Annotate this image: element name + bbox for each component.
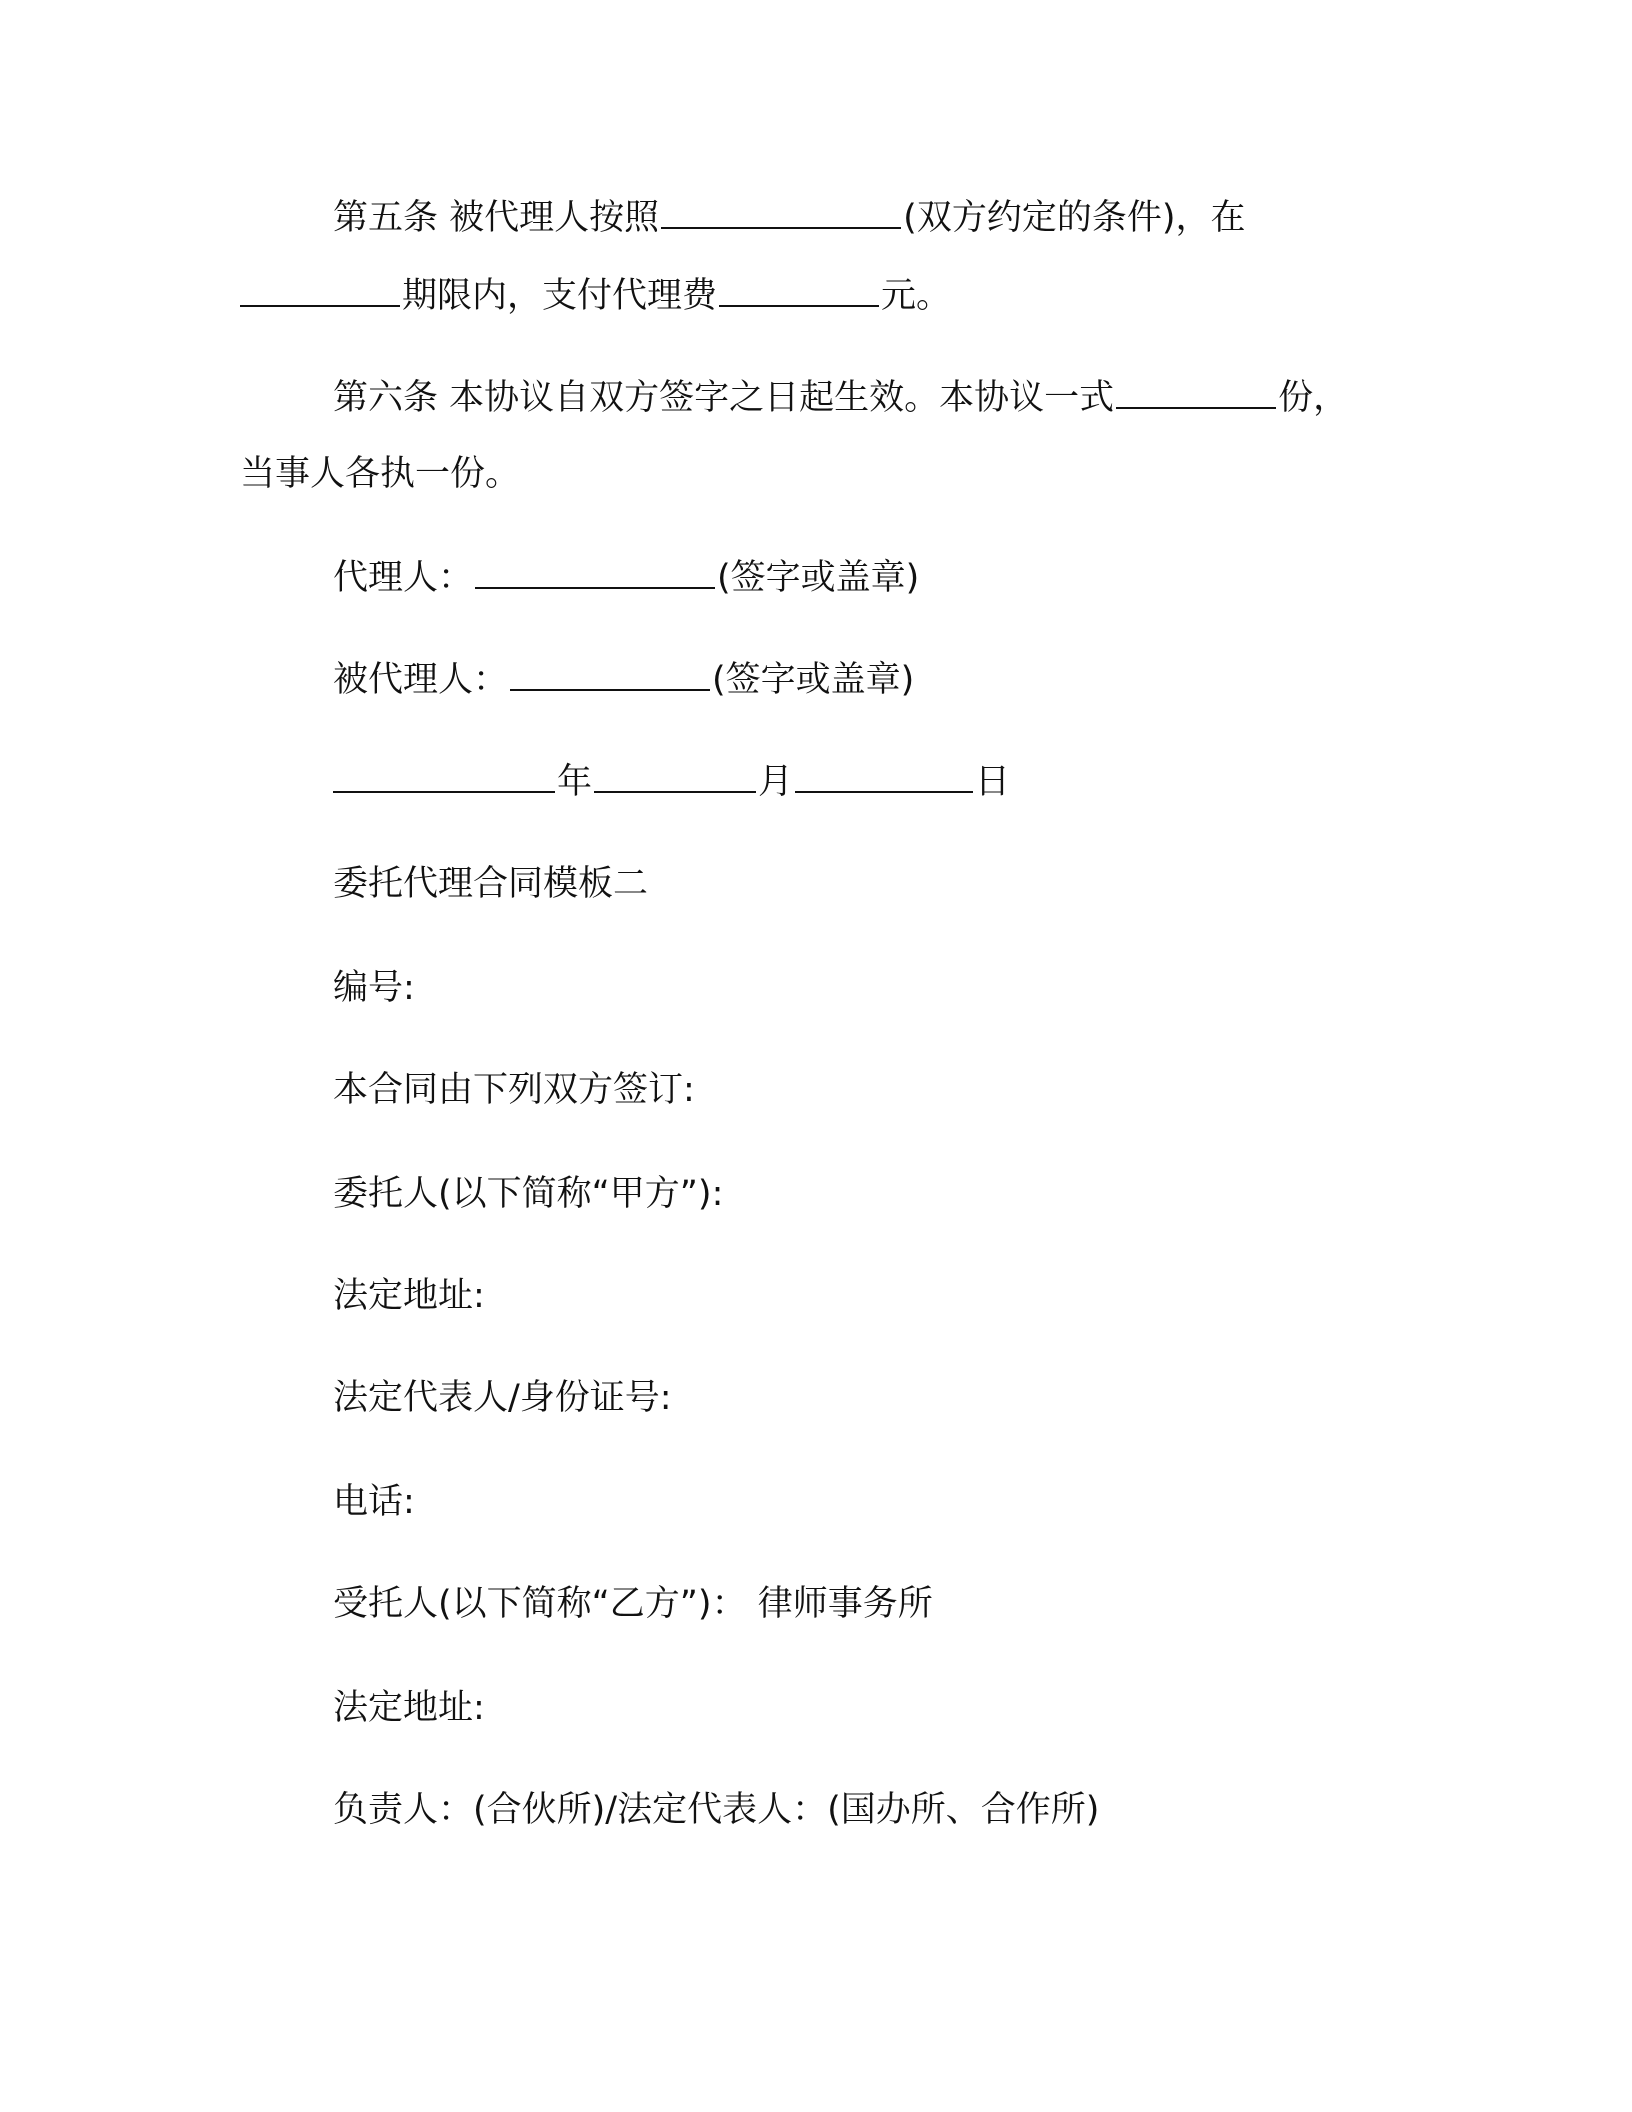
agent-label: 代理人： <box>333 558 474 598</box>
article-5-label: 第五条 <box>333 198 439 238</box>
article-5-text-2: (双方约定的条件)，在 <box>903 198 1246 238</box>
blank-fee[interactable] <box>719 275 879 307</box>
article-5-line-2 <box>240 274 951 318</box>
blank-principal-signature[interactable] <box>510 659 710 691</box>
day-label: 日 <box>975 762 1011 802</box>
article-6-label: 第六条 <box>333 378 439 418</box>
agent-suffix: (签字或盖章) <box>717 558 920 598</box>
article-5-text-3: 期限内，支付代理费 <box>402 276 718 316</box>
template-2-title: 委托代理合同模板二 <box>333 864 649 904</box>
article-5-line-1 <box>333 196 1245 240</box>
principal-label: 被代理人： <box>333 660 509 700</box>
principal-signature-line <box>333 658 914 702</box>
number-label: 编号: <box>333 968 415 1008</box>
party-a-representative: 法定代表人/身份证号: <box>333 1378 672 1418</box>
article-6-line-2 <box>240 452 520 496</box>
party-a-address: 法定地址: <box>333 1276 485 1316</box>
party-a-phone: 电话: <box>333 1482 415 1522</box>
blank-conditions[interactable] <box>661 197 901 229</box>
blank-day[interactable] <box>795 761 973 793</box>
month-label: 月 <box>758 762 794 802</box>
party-b-label: 受托人(以下简称“乙方”)： 律师事务所 <box>333 1584 933 1624</box>
blank-year[interactable] <box>333 761 555 793</box>
party-a-label: 委托人(以下简称“甲方”): <box>333 1174 724 1214</box>
party-b-address: 法定地址: <box>333 1688 485 1728</box>
blank-period[interactable] <box>240 275 400 307</box>
principal-suffix: (签字或盖章) <box>712 660 915 700</box>
date-line <box>333 760 1010 804</box>
article-6-line-1 <box>333 376 1348 420</box>
article-6-text-1: 本协议自双方签字之日起生效。本协议一式 <box>449 378 1115 418</box>
blank-copies[interactable] <box>1116 377 1276 409</box>
article-5-text-1: 被代理人按照 <box>449 198 660 238</box>
agent-signature-line <box>333 556 919 600</box>
blank-agent-signature[interactable] <box>475 557 715 589</box>
party-b-representative: 负责人：(合伙所)/法定代表人：(国办所、合作所) <box>333 1790 1100 1830</box>
article-6-text-2: 份， <box>1278 378 1349 418</box>
year-label: 年 <box>557 762 593 802</box>
parties-intro: 本合同由下列双方签订: <box>333 1070 695 1110</box>
article-5-text-4: 元。 <box>881 276 952 316</box>
article-6-text-3: 当事人各执一份。 <box>240 454 521 494</box>
blank-month[interactable] <box>594 761 756 793</box>
